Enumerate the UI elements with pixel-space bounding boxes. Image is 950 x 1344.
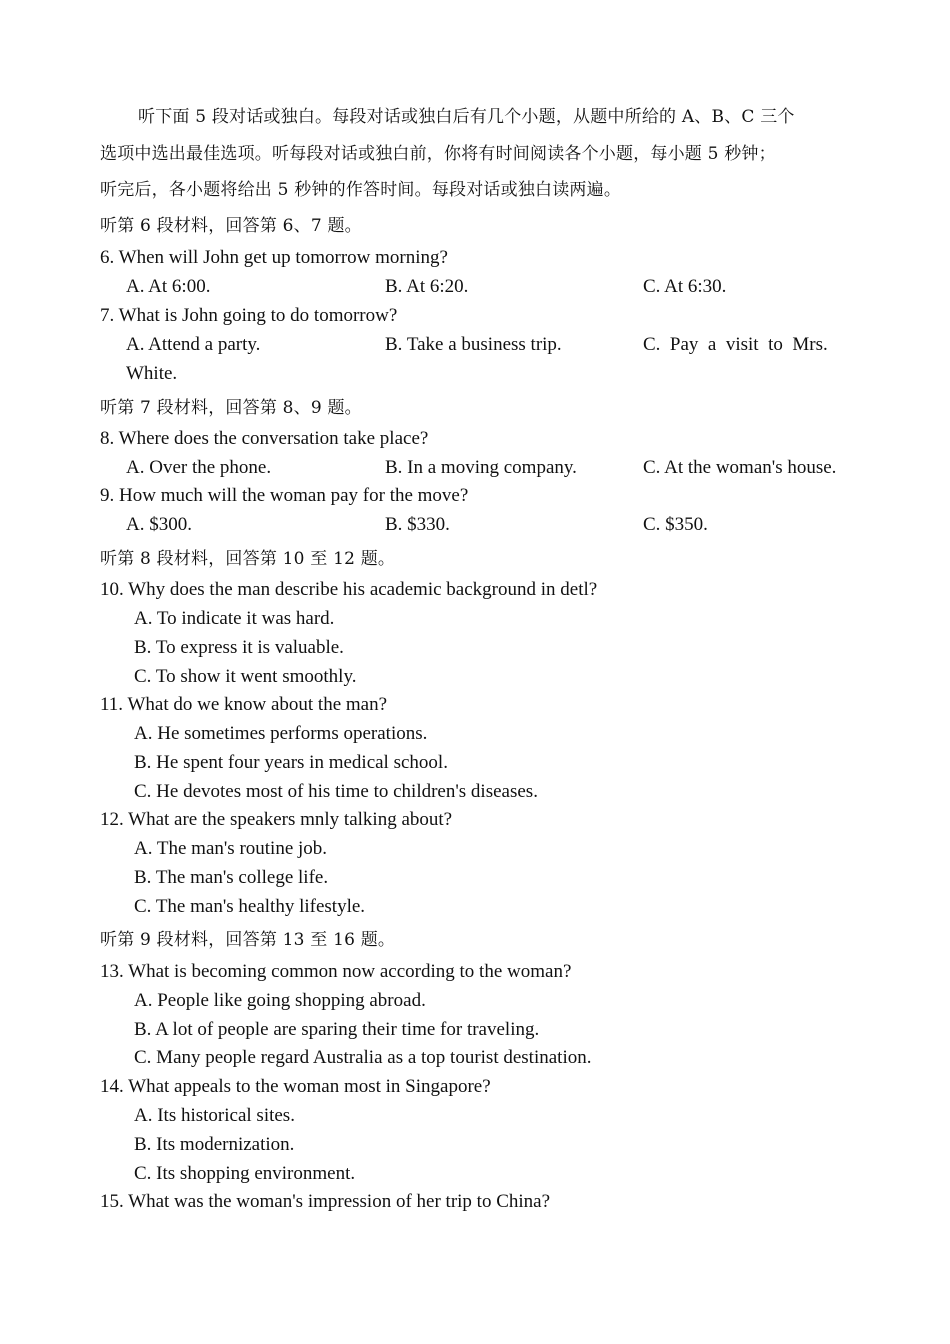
section-header: 听第 8 段材料，回答第 10 至 12 题。 bbox=[100, 549, 396, 569]
section-header: 听第 7 段材料，回答第 8、9 题。 bbox=[100, 398, 362, 418]
question-stem: 8. Where does the conversation take place? bbox=[100, 428, 429, 449]
option-b: B. He spent four years in medical school. bbox=[134, 752, 448, 773]
option-b: B. A lot of people are sparing their time for traveling. bbox=[134, 1019, 540, 1040]
question-stem: 11. What do we know about the man? bbox=[100, 694, 388, 715]
option-a: A. He sometimes performs operations. bbox=[134, 723, 428, 744]
option-c: C. He devotes most of his time to children's diseases. bbox=[134, 781, 538, 802]
option-c: C. At 6:30. bbox=[643, 276, 727, 297]
instructions-line-3: 听完后，各小题将给出 5 秒钟的作答时间。每段对话或独白读两遍。 bbox=[100, 180, 622, 200]
option-c: C. Pay a visit to Mrs. bbox=[643, 334, 828, 355]
instructions-line-1: 听下面 5 段对话或独白。每段对话或独白后有几个小题，从题中所给的 A、B、C 三个 bbox=[138, 107, 795, 127]
question-stem: 12. What are the speakers mnly talking about? bbox=[100, 809, 453, 830]
option-c: C. Many people regard Australia as a top tourist destination. bbox=[134, 1047, 592, 1068]
option-a: A. At 6:00. bbox=[126, 276, 211, 297]
option-b: B. In a moving company. bbox=[385, 457, 577, 478]
question-stem: 6. When will John get up tomorrow morning? bbox=[100, 247, 448, 268]
option-c: C. To show it went smoothly. bbox=[134, 666, 357, 687]
question-stem: 7. What is John going to do tomorrow? bbox=[100, 305, 398, 326]
section-header: 听第 9 段材料，回答第 13 至 16 题。 bbox=[100, 930, 396, 950]
option-b: B. At 6:20. bbox=[385, 276, 469, 297]
question-stem: 9. How much will the woman pay for the move? bbox=[100, 485, 469, 506]
option-b: B. Take a business trip. bbox=[385, 334, 562, 355]
option-c: C. At the woman's house. bbox=[643, 457, 837, 478]
option-continuation: White. bbox=[126, 363, 178, 384]
section-header: 听第 6 段材料，回答第 6、7 题。 bbox=[100, 216, 362, 236]
question-stem: 10. Why does the man describe his academic background in detl? bbox=[100, 579, 598, 600]
option-a: A. $300. bbox=[126, 514, 192, 535]
option-a: A. The man's routine job. bbox=[134, 838, 328, 859]
option-b: B. $330. bbox=[385, 514, 450, 535]
question-stem: 13. What is becoming common now according to the woman? bbox=[100, 961, 572, 982]
option-a: A. Attend a party. bbox=[126, 334, 261, 355]
option-b: B. The man's college life. bbox=[134, 867, 329, 888]
question-stem: 15. What was the woman's impression of her trip to China? bbox=[100, 1191, 551, 1212]
option-b: B. Its modernization. bbox=[134, 1134, 295, 1155]
option-a: A. To indicate it was hard. bbox=[134, 608, 335, 629]
option-c: C. $350. bbox=[643, 514, 708, 535]
question-stem: 14. What appeals to the woman most in Singapore? bbox=[100, 1076, 491, 1097]
option-a: A. Its historical sites. bbox=[134, 1105, 295, 1126]
option-a: A. Over the phone. bbox=[126, 457, 272, 478]
option-b: B. To express it is valuable. bbox=[134, 637, 344, 658]
option-c: C. The man's healthy lifestyle. bbox=[134, 896, 366, 917]
option-a: A. People like going shopping abroad. bbox=[134, 990, 426, 1011]
instructions-line-2: 选项中选出最佳选项。听每段对话或独白前，你将有时间阅读各个小题，每小题 5 秒钟； bbox=[100, 144, 776, 164]
option-c: C. Its shopping environment. bbox=[134, 1163, 356, 1184]
